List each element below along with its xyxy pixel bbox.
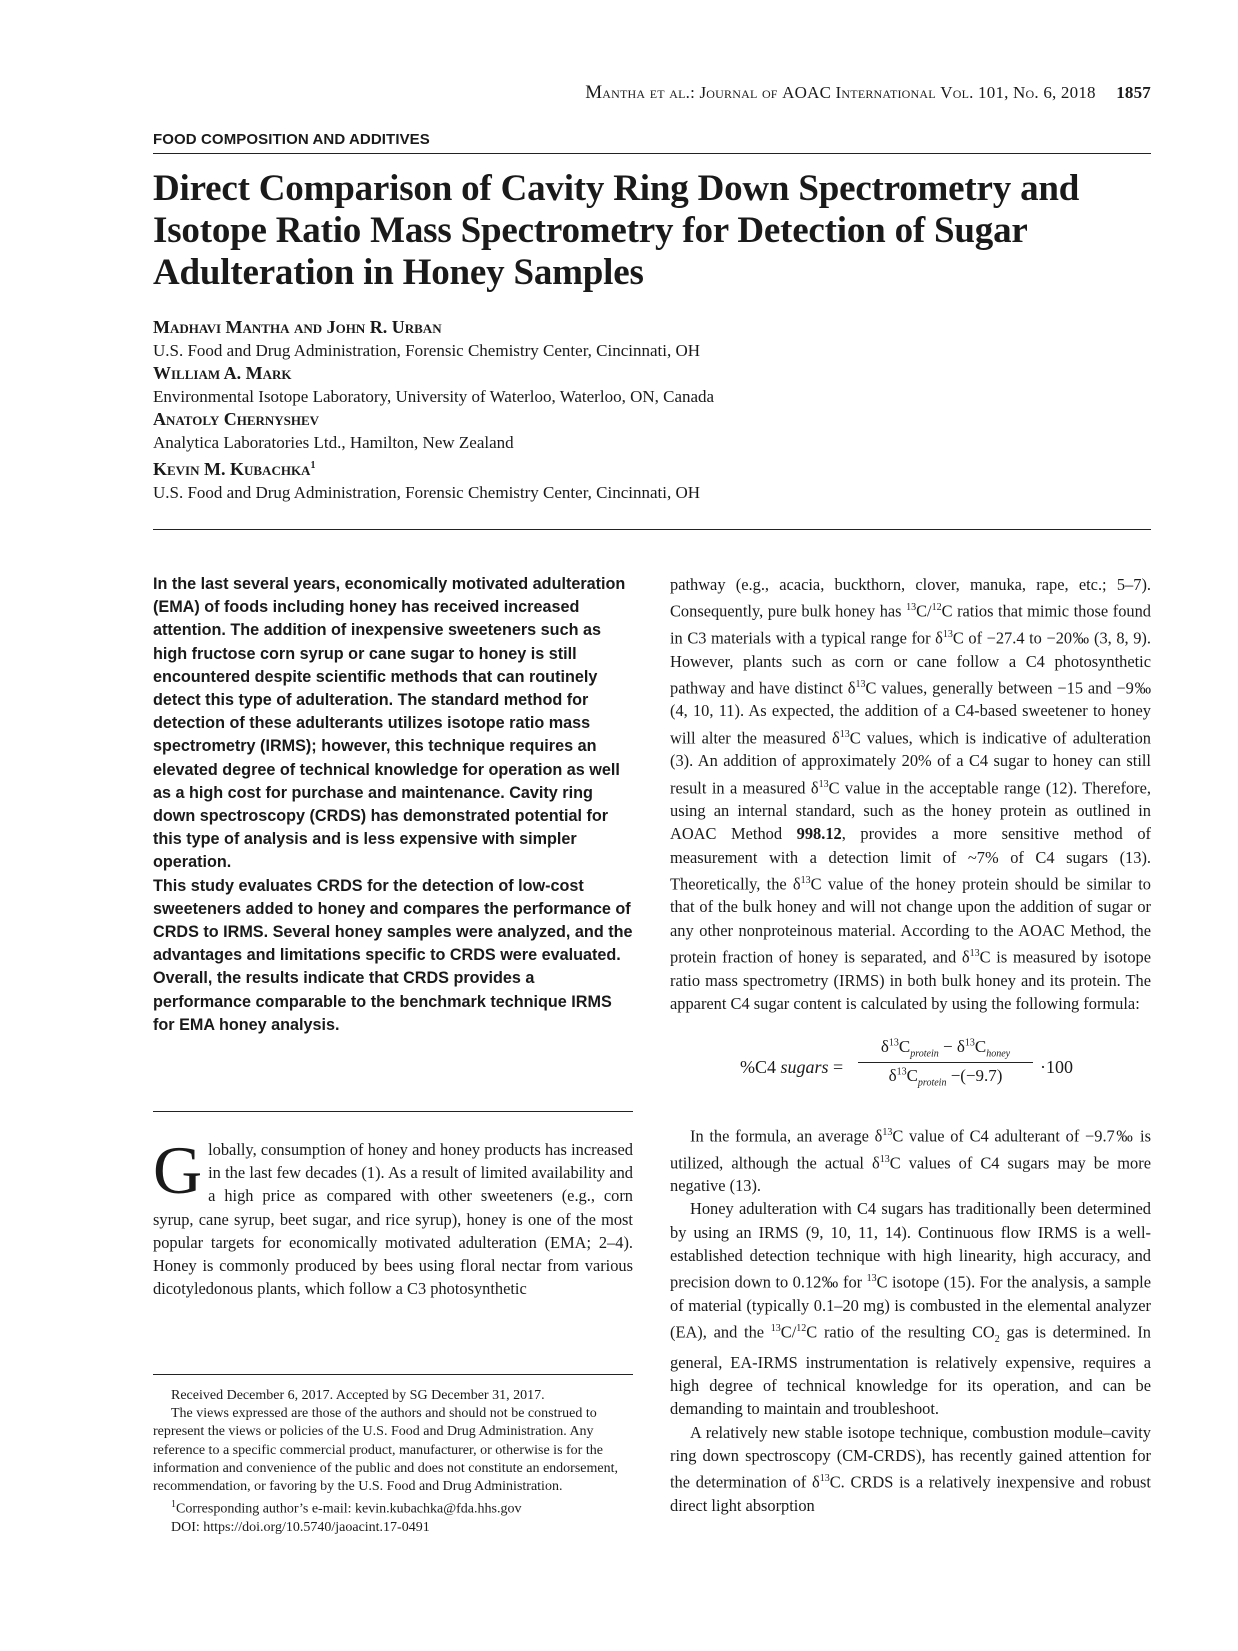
corresponding-email[interactable]: Corresponding author’s e-mail: kevin.kubachka@fda.hhs.gov (176, 1501, 522, 1517)
method-number: 998.12 (796, 824, 842, 844)
running-head-text: Mantha et al.: Journal of AOAC International Vol. 101, No. 6, 2018 (585, 82, 1096, 103)
author-affiliation: U.S. Food and Drug Administration, Forensic Chemistry Center, Cincinnati, OH (153, 483, 701, 502)
c4-sugar-formula (670, 1037, 1151, 1103)
doi-note[interactable]: DOI: https://doi.org/10.5740/jaoacint.17-0491 (171, 1520, 430, 1536)
article-title: Direct Comparison of Cavity Ring Down Spectrometry and Isotope Ratio Mass Spectrometry for Detection of Sugar Adulteration in Honey Samples (153, 168, 1080, 293)
formula-numerator: $\delta^{13}C_{protein} - \delta^{13}C_{honey}$ (858, 1037, 1033, 1063)
body-paragraph: A relatively new stable isotope technique, combustion module–cavity ring down spectroscopy (CM-CRDS), has recently gained attention for the determination of $\delta^{13}C$. CRDS is a relatively inexpensive and robust direct light absorption (670, 1422, 1151, 1515)
footnotes (153, 1387, 633, 1537)
corresponding-author-note: $^1$Corresponding author’s e-mail: kevin.kubachka@fda.hhs.gov (171, 1499, 522, 1517)
right-column (670, 573, 1151, 1517)
abstract-paragraph: This study evaluates CRDS for the detection of low-cost sweeteners added to honey and compares the performance of CRDS to IRMS. Several honey samples were analyzed, and the advantages and limitations specific to CRDS were evaluated. Overall, the results indicate that CRDS provides a performance comparable to the benchmark technique IRMS for EMA honey analysis. (153, 876, 633, 1034)
abstract (153, 573, 633, 1037)
formula-fraction (858, 1037, 1033, 1089)
author-affiliation: U.S. Food and Drug Administration, Forensic Chemistry Center, Cincinnati, OH (153, 341, 701, 360)
disclaimer-note: The views expressed are those of the authors and should not be construed to represent the views or policies of the U.S. Food and Drug Administration. Any reference to a specific commercial product, manufacturer, or otherwise is for the information and convenience of the public and does not constitute an endorsement, recommendation, or favoring by the U.S. Food and Drug Administration. (153, 1406, 618, 1495)
formula-lhs: %C4 sugars = (740, 1056, 844, 1077)
abstract-paragraph: In the last several years, economically motivated adulteration (EMA) of foods including honey has received increased attention. The addition of inexpensive sweeteners such as high fructose corn syrup or cane sugar to honey is still encountered despite scientific methods that can routinely detect this type of adulteration. The standard method for detection of these adulterants utilizes isotope ratio mass spectrometry (IRMS); however, this technique requires an elevated degree of technical knowledge for operation as well as a high cost for purchase and maintenance. Cavity ring down spectroscopy (CRDS) has demonstrated potential for this type of analysis and is less expensive with simpler operation. (153, 575, 626, 872)
drop-cap: G (153, 1132, 203, 1208)
author-affiliation: Analytica Laboratories Ltd., Hamilton, New Zealand (153, 433, 514, 452)
received-note: Received December 6, 2017. Accepted by SG December 31, 2017. (171, 1388, 545, 1403)
formula-multiplier: ·100 (1040, 1056, 1073, 1077)
author-superscript: 1 (310, 460, 316, 471)
footnote-rule (153, 1374, 633, 1375)
page-number: 1857 (1116, 83, 1151, 102)
body-paragraph: In the formula, an average $\delta^{13}C$ value of C4 adulterant of −9.7‰ is utilized, although the actual $\delta^{13}C$ values of C4 sugars may be more negative (13). (670, 1126, 1151, 1196)
title-block-rule (153, 529, 1151, 530)
author-name: Kevin M. Kubachka$^1$ (153, 459, 316, 479)
body-paragraph: pathway (e.g., acacia, buckthorn, clover, manuka, rape, etc.; 5–7). Consequently, pure bulk honey has $^{13}$C/$^{12}$C ratios that mimic those found in C3 materials with a typical range for $\delta^{13}C$ of −27.4 to −20‰ (3, 8, 9). However, plants such as corn or cane follow a C4 photosynthetic pathway and have distinct $\delta^{13}C$ values, generally between −15 and −9‰ (4, 10, 11). As expected, the addition of a C4-based sweetener to honey will alter the measured $\delta^{13}C$ values, which is indicative of adulteration (3). An addition of approximately 20% of a C4 sugar to honey can still result in a measured $\delta^{13}C$ value in the acceptable range (12). Therefore, using an internal standard, such as the honey protein as outlined in AOAC Method 998.12, provides a more sensitive method of measurement with a detection limit of ~7% of C4 sugars (13). Theoretically, the $\delta^{13}C$ value of the honey protein should be similar to that of the bulk honey and will not change upon the addition of sugar or any other nonproteinous material. According to the AOAC Method, the protein fraction of honey is separated, and $\delta^{13}C$ is measured by isotope ratio mass spectrometry (IRMS) in both bulk honey and its protein. The apparent C4 sugar content is calculated by using the following formula: (670, 575, 1152, 1013)
author-name: Madhavi Mantha and John R. Urban (153, 317, 442, 337)
abstract-rule (153, 1111, 633, 1112)
section-label: FOOD COMPOSITION AND ADDITIVES (153, 131, 430, 148)
formula-denominator: $\delta^{13}C_{protein} -(-9.7)$ (888, 1066, 1003, 1089)
author-block (153, 316, 953, 504)
header-rule (153, 153, 1151, 154)
body-paragraph: Honey adulteration with C4 sugars has traditionally been determined by using an IRMS (9, 10, 11, 14). Continuous flow IRMS is a well-established detection technique with high linearity, high accuracy, and precision down to 0.12‰ for $^{13}$C isotope (15). For the analysis, a sample of material (typically 0.1–20 mg) is combusted in the elemental analyzer (EA), and the $^{13}$C/$^{12}$C ratio of the resulting $CO_2$ gas is determined. In general, EA-IRMS instrumentation is relatively expensive, requires a high degree of technical knowledge for its operation, and can be demanding to maintain and troubleshoot. (670, 1199, 1151, 1419)
running-head (585, 82, 1151, 104)
author-affiliation: Environmental Isotope Laboratory, University of Waterloo, Waterloo, ON, Canada (153, 387, 715, 406)
author-name: William A. Mark (153, 363, 292, 383)
intro-paragraph: Globally, consumption of honey and honey products has increased in the last few decades (1). As a result of limited availability and a high price as compared with other sweeteners (e.g., corn syrup, cane syrup, beet sugar, and rice syrup), honey is one of the most popular targets for economically motivated adulteration (EMA; 2–4). Honey is commonly produced by bees using floral nectar from various dicotyledonous plants, which follow a C3 photosynthetic (153, 1132, 633, 1299)
intro-column (153, 1132, 633, 1300)
author-name: Anatoly Chernyshev (153, 409, 320, 429)
